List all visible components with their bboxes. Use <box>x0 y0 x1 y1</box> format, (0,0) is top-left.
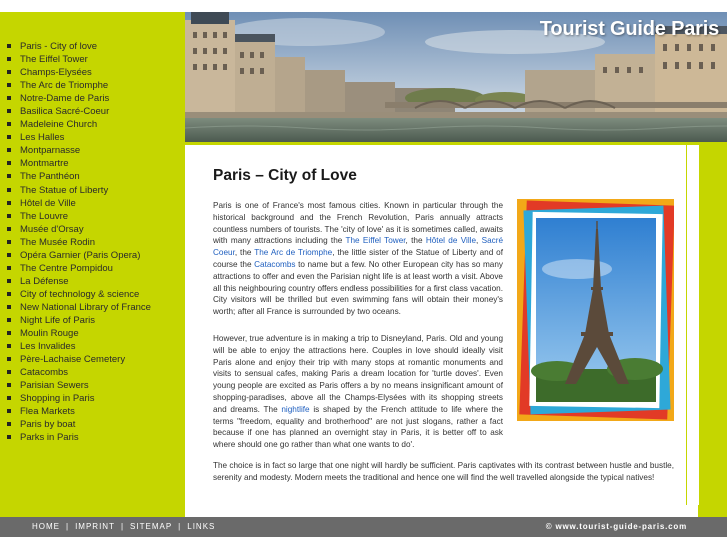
text-span: , the <box>234 248 255 258</box>
bullet-icon <box>7 83 11 87</box>
sidebar-item-moulin-rouge[interactable] <box>0 327 185 340</box>
sidebar-item-national-library[interactable] <box>0 301 185 314</box>
sidebar-item-label: Paris by boat <box>20 419 76 431</box>
right-accent-stripe <box>698 145 727 517</box>
sidebar-item-louvre[interactable] <box>0 210 185 223</box>
text-span: However, true adventure is in making a trip to Disneyland, Paris. Old and young will be able to enjoy the attractions here. Couples in love should ideally visit Paris alone and enjoy their trip with many stops at romantic monuments and visits to sensual cafes, making Paris a dream location for 'turtle doves'. Even young people are excited as Paris offers a by no means insignificant amount of shopping-paradises, above all the Champs-Elysées with its shopping streets and dreams. The <box>213 334 503 414</box>
bullet-icon <box>7 70 11 74</box>
sidebar-item-les-halles[interactable] <box>0 131 185 144</box>
right-accent-inner <box>686 145 699 505</box>
page-title: Paris – City of Love <box>213 167 357 184</box>
sidebar-item-la-defense[interactable] <box>0 275 185 288</box>
footer-link-imprint[interactable]: IMPRINT <box>75 522 115 531</box>
sidebar-item-parks[interactable] <box>0 431 185 444</box>
sidebar-item-label: Hôtel de Ville <box>20 197 76 209</box>
text-span: , the <box>405 236 426 246</box>
sidebar-item-label: The Panthéon <box>20 171 80 183</box>
sidebar-item-night-life[interactable] <box>0 314 185 327</box>
sidebar-item-label: Champs-Elysées <box>20 67 92 79</box>
sidebar-item-label: Paris - City of love <box>20 41 98 52</box>
footer-separator: | <box>178 522 182 531</box>
bullet-icon <box>7 435 11 439</box>
sidebar-item-label: The Eiffel Tower <box>20 54 88 66</box>
sidebar-item-label: The Statue of Liberty <box>20 184 109 196</box>
bullet-icon <box>7 57 11 61</box>
bullet-icon <box>7 396 11 400</box>
sidebar-item-paris-by-boat[interactable] <box>0 418 185 431</box>
sidebar-item-city-of-technology[interactable] <box>0 288 185 301</box>
link-catacombs[interactable]: Catacombs <box>254 259 296 269</box>
bullet-icon <box>7 174 11 178</box>
sidebar-item-label: Les Invalides <box>20 341 76 353</box>
bullet-icon <box>7 148 11 152</box>
bullet-icon <box>7 240 11 244</box>
bullet-icon <box>7 318 11 322</box>
sidebar-item-label: Madeleine Church <box>20 119 98 131</box>
sidebar-item-champs-elysees[interactable] <box>0 66 185 79</box>
bullet-icon <box>7 161 11 165</box>
footer-separator: | <box>120 522 125 531</box>
footer-link-home[interactable]: HOME <box>32 522 60 531</box>
sidebar-item-montmartre[interactable] <box>0 157 185 170</box>
header-banner <box>185 12 727 142</box>
sidebar-item-centre-pompidou[interactable] <box>0 262 185 275</box>
sidebar-item-label: Night Life of Paris <box>20 314 95 326</box>
sidebar-item-label: Catacombs <box>20 367 69 379</box>
sidebar-item-label: Montmartre <box>20 158 69 170</box>
sidebar-item-label: The Centre Pompidou <box>20 262 113 274</box>
sidebar-item-label: Moulin Rouge <box>20 328 79 340</box>
bullet-icon <box>7 305 11 309</box>
bottom-margin <box>0 537 727 545</box>
sidebar-item-label: Père-Lachaise Cemetery <box>20 354 126 366</box>
bullet-icon <box>7 422 11 426</box>
bullet-icon <box>7 344 11 348</box>
bullet-icon <box>7 214 11 218</box>
sidebar-item-eiffel-tower[interactable] <box>0 53 185 66</box>
sidebar-item-pere-lachaise[interactable] <box>0 353 185 366</box>
sidebar-item-les-invalides[interactable] <box>0 340 185 353</box>
sidebar-item-label: City of technology & science <box>20 288 140 300</box>
footer-link-links[interactable]: LINKS <box>187 522 216 531</box>
sidebar-item-arc-de-triomphe[interactable] <box>0 79 185 92</box>
sidebar-item-label: Flea Markets <box>20 406 75 418</box>
footer-nav <box>32 522 215 531</box>
sidebar-nav <box>0 12 185 517</box>
link-eiffel-tower[interactable]: The Eiffel Tower <box>345 236 406 246</box>
bullet-icon <box>7 201 11 205</box>
bullet-icon <box>7 409 11 413</box>
sidebar-item-musee-dorsay[interactable] <box>0 223 185 236</box>
link-hotel-de-ville[interactable]: Hôtel de Ville <box>425 236 477 246</box>
sidebar-item-hotel-de-ville[interactable] <box>0 197 185 210</box>
bullet-icon <box>7 96 11 100</box>
sidebar-item-parisian-sewers[interactable] <box>0 379 185 392</box>
sidebar-item-label: La Défense <box>20 275 69 287</box>
sidebar-item-label: Musée d'Orsay <box>20 223 84 235</box>
footer-separator: | <box>66 522 70 531</box>
sidebar-item-notre-dame[interactable] <box>0 92 185 105</box>
sidebar-item-statue-of-liberty[interactable] <box>0 184 185 197</box>
bullet-icon <box>7 370 11 374</box>
text-span: , <box>476 236 482 246</box>
sidebar-item-label: Parks in Paris <box>20 432 79 444</box>
bullet-icon <box>7 357 11 361</box>
sidebar-item-label: Opéra Garnier (Paris Opera) <box>20 249 141 261</box>
eiffel-tower-photo <box>517 199 674 421</box>
sidebar-item-catacombs[interactable] <box>0 366 185 379</box>
bullet-icon <box>7 253 11 257</box>
sidebar-item-sacre-coeur[interactable] <box>0 105 185 118</box>
bullet-icon <box>7 227 11 231</box>
sidebar-item-label: The Louvre <box>20 210 69 222</box>
sidebar-item-label: Shopping in Paris <box>20 393 95 405</box>
top-band <box>0 0 727 12</box>
sidebar-item-shopping[interactable] <box>0 392 185 405</box>
sidebar-menu <box>0 12 185 444</box>
sidebar-item-opera-garnier[interactable] <box>0 249 185 262</box>
bullet-icon <box>7 279 11 283</box>
closing-paragraph: The choice is in fact so large that one night will hardly be sufficient. Paris captivates with its contrast between hustle and bustle, serenity and modesty. Modern meets the traditional and hence one will find the well travelled alongside the typical natives! <box>213 461 674 482</box>
sidebar-item-label: Montparnasse <box>20 145 81 157</box>
text-span: , the little sister of the Statue of Liberty and of course the <box>213 248 503 269</box>
bullet-icon <box>7 266 11 270</box>
bullet-icon <box>7 109 11 113</box>
sidebar-item-label: The Musée Rodin <box>20 236 95 248</box>
sidebar-item-pantheon[interactable] <box>0 170 185 183</box>
text-span: Paris is one of France's most famous cities. Known in particular through the historical background and the French Revolution, Paris annually attracts countless numbers of tourists. The 'city of love' as it is sometimes called, awaits with many attractions including the <box>213 201 503 246</box>
bullet-icon <box>7 383 11 387</box>
bullet-icon <box>7 188 11 192</box>
bullet-icon <box>7 135 11 139</box>
link-sacre-coeur[interactable]: Sacré Coeur <box>213 236 504 258</box>
sidebar-item-label: Parisian Sewers <box>20 380 89 392</box>
link-arc-de-triomphe[interactable]: The Arc de Triomphe <box>254 248 333 258</box>
sidebar-item-flea-markets[interactable] <box>0 405 185 418</box>
sidebar-item-label: New National Library of France <box>20 301 151 313</box>
sidebar-item-paris-city-of-love[interactable] <box>0 40 185 53</box>
sidebar-item-madeleine[interactable] <box>0 118 185 131</box>
link-nightlife[interactable]: nightlife <box>281 404 310 414</box>
adventure-paragraph <box>213 333 503 451</box>
sidebar-item-label: Notre-Dame de Paris <box>20 93 110 105</box>
text-span: is shaped by the French attitude to life where the terms "freedom, equality and brotherhood" are not just slogans, rather a fact because if one has planned an overnight stay in Paris, it is better off to ask where should one go rather than what one wants to do'. <box>213 404 503 450</box>
bullet-icon <box>7 122 11 126</box>
bullet-icon <box>7 44 11 48</box>
sidebar-item-label: Les Halles <box>20 132 65 144</box>
text-span: to name but a few. No other European city has so many attractions to offer and even the Parisian night life is at least worth a visit. Above all this neighbouring country offers endless possibilities for a first class vacation. City visitors will be thrilled but even swimming fans will obtain their money's worth; after all France is surrounded by two oceans. <box>213 259 503 317</box>
copyright-text: © www.tourist-guide-paris.com <box>545 522 687 531</box>
site-title[interactable]: Tourist Guide Paris <box>539 18 719 40</box>
bullet-icon <box>7 292 11 296</box>
sidebar-item-musee-rodin[interactable] <box>0 236 185 249</box>
intro-paragraph <box>213 200 503 318</box>
footer-link-sitemap[interactable]: SITEMAP <box>130 522 173 531</box>
bullet-icon <box>7 331 11 335</box>
sidebar-item-label: Basilica Sacré-Coeur <box>20 106 110 118</box>
sidebar-item-montparnasse[interactable] <box>0 144 185 157</box>
sidebar-item-label: The Arc de Triomphe <box>20 80 109 92</box>
